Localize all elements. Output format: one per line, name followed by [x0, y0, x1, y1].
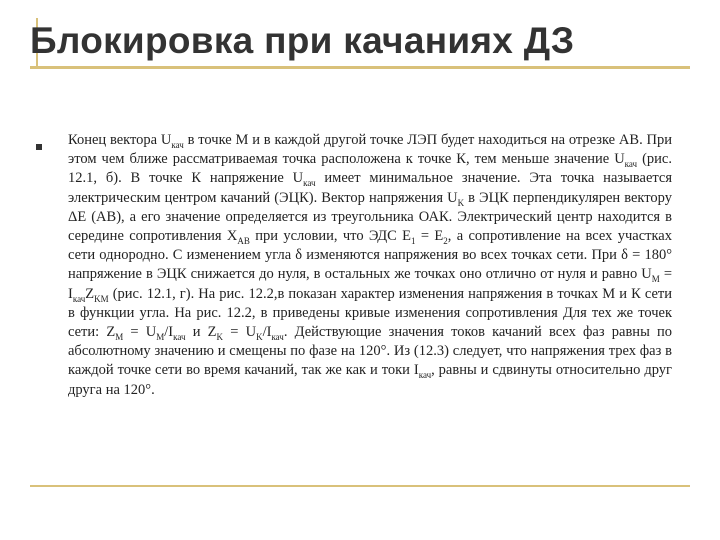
text-run: = E [415, 228, 444, 245]
text-run: имеет минимальное значение. Эта точка называется электрическим центром качаний (ЭЦК). Вектор напряжения U [68, 170, 672, 206]
text-run: , равны и сдвинуты относительно друг друга на 120°. [68, 362, 672, 398]
subscript: кач [624, 159, 638, 170]
subscript: кач [72, 293, 86, 304]
text-run: (рис. 12.1, б). В точке К напряжение U [68, 151, 672, 187]
body-paragraph [68, 131, 672, 400]
text-run: и Z [185, 324, 217, 341]
text-run: (рис. 12.1, г). На рис. 12.2,в показан характер изменения напряжения в точках М и К сети в функции угла. На рис. 12.2, в приведены кривые изменения сопротивления Для тех же точек сети: Z [68, 285, 672, 341]
subscript: K [256, 331, 263, 342]
text-run: при условии, что ЭДС E [249, 228, 412, 245]
subscript: KM [94, 293, 109, 304]
subscript: 1 [411, 235, 416, 246]
text-run: в ЭЦК перпендикулярен вектору ΔЕ (АВ), а его значение определяется из треугольника ОАК. Электрический центр находится в середине сопротивления X [68, 189, 672, 245]
subscript: M [115, 331, 124, 342]
subscript: M [156, 331, 165, 342]
subscript: кач [418, 370, 432, 381]
text-run: в точке М и в каждой другой точке ЛЭП будет находиться на отрезке АВ. При этом чем ближе рассматриваемая точка расположена к точке К, тем меньше значение U [68, 132, 672, 168]
text-run: Z [85, 285, 95, 302]
subscript: AB [237, 235, 250, 246]
subscript: кач [173, 331, 186, 342]
text-run: /I [164, 324, 174, 341]
subscript: 2 [443, 235, 448, 246]
text-run: = U [123, 324, 157, 341]
text-run: = I [68, 266, 672, 302]
text-run: , а сопротивление на всех участках сети однородно. С изменением угла δ изменяются напряжения во всех точках сети. При δ = 180° напряжение в ЭЦК снижается до нуля, в остальных же точках оно отлично от нуля и равно U [68, 228, 672, 283]
subscript: кач [171, 139, 184, 150]
subscript: K [457, 197, 465, 208]
footer-line [30, 485, 690, 487]
subscript: K [216, 331, 224, 342]
text-run: Конец вектора U [68, 132, 172, 148]
subscript: M [651, 274, 660, 285]
title-underline [30, 66, 690, 69]
text-run: . Действующие значения токов качаний всех фаз равны по абсолютному значению и смещены по фазе на 120°. Из (12.3) следует, что напряжения трех фаз в каждой точке сети во время качаний, так же как и токи I [68, 324, 673, 379]
slide-title: Блокировка при качаниях ДЗ [30, 20, 575, 61]
subscript: кач [271, 331, 284, 342]
text-run: = U [223, 324, 257, 341]
subscript: кач [303, 178, 316, 189]
bullet-square-icon [36, 144, 42, 150]
text-run: /I [262, 324, 272, 341]
